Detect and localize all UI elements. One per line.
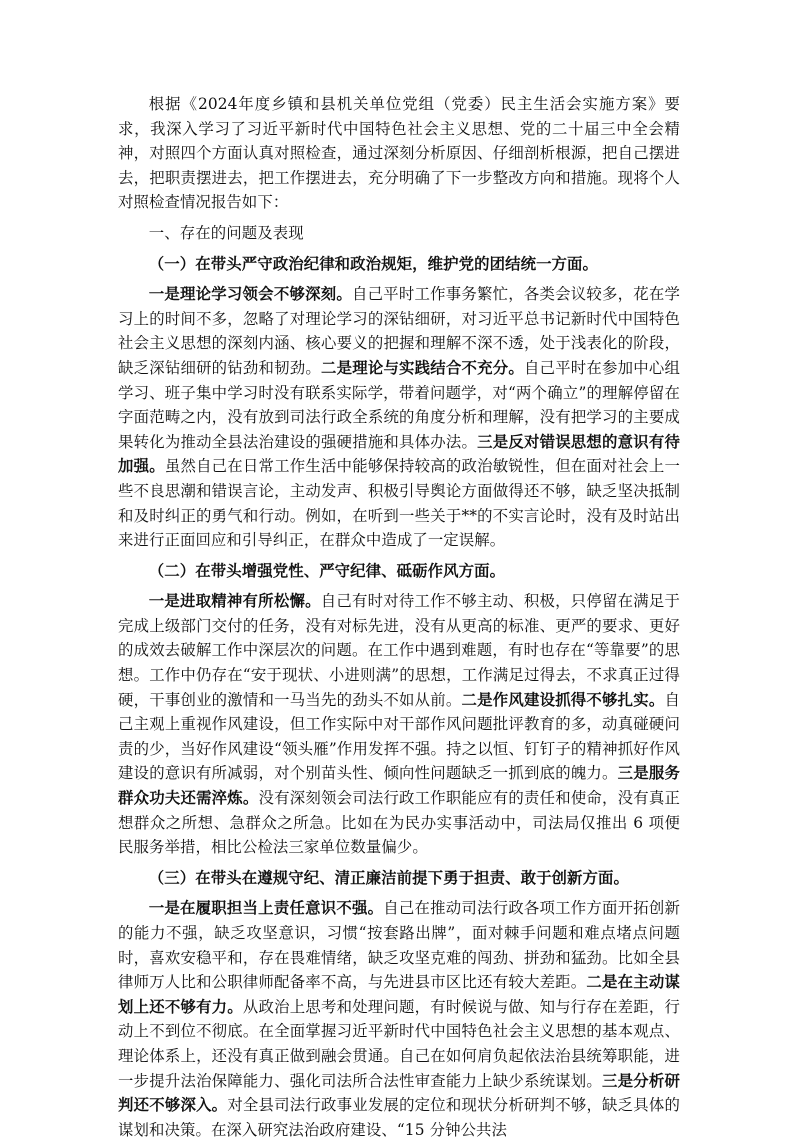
item-title: 二是作风建设抓得不够扎实。 [461, 690, 665, 709]
section-1-paragraph [118, 282, 680, 553]
item-title: 一是在履职担当上责任意识不强。 [148, 899, 384, 918]
item-body: 自己主观上重视作风建设，但工作实际中对干部作风问题批评教育的多，动真碰硬问责的少，当好作风建设“领头雁”作用发挥不强。持之以恒、钉钉子的精神抓好作风建设的意识有所减弱，对个别苗头性、倾向性问题缺乏一抓到底的魄力。 [118, 690, 680, 783]
item-body: 对全县司法行政事业发展的定位和现状分析研判不够，缺乏具体的谋划和决策。在深入研究法治政府建设、“15 分钟公共法 [118, 1096, 681, 1139]
item-body: 自己有时对待工作不够主动、积极，只停留在满足于完成上级部门交付的任务，没有对标先进，没有从更高的标准、更严的要求、更好的成效去破解工作中深层次的问题。在工作中遇到难题，有时也存在“等靠要”的思想。工作中仍存在“安于现状、小进则满”的思想，工作满足过得去，不求真正过得硬，干事创业的激情和一马当先的劲头不如从前。 [118, 592, 680, 709]
item-body: 从政治上思考和处理问题，有时候说与做、知与行存在差距，行动上不到位不彻底。在全面掌握习近平新时代中国特色社会主义思想的基本观点、理论体系上，还没有真正做到融会贯通。自己在如何肩负起依法治县统筹职能，进一步提升法治保障能力、强化司法所合法性审查能力上缺少系统谋划。 [118, 997, 680, 1090]
item-title: 二是在主动谋划上还不够有力。 [118, 973, 680, 1016]
item-title: 一是进取精神有所松懈。 [148, 592, 321, 611]
item-title: 二是理论与实践结合不充分。 [320, 358, 524, 377]
item-body: 虽然自己在日常工作生活中能够保持较高的政治敏锐性，但在面对社会上一些不良思潮和错误言论，主动发声、积极引导舆论方面做得还不够，缺乏坚决抵制和及时纠正的勇气和行动。例如，在听到一些关于**的不实言论时，没有及时站出来进行正面回应和引导纠正，在群众中造成了一定误解。 [118, 457, 680, 550]
item-title: 一是理论学习领会不够深刻。 [148, 285, 352, 304]
item-body: 自己在推动司法行政各项工作方面开拓创新的能力不强，缺乏攻坚意识，习惯“按套路出牌”，面对棘手问题和难点堵点问题时，喜欢安稳平和，存在畏难情绪，缺乏攻坚克难的闯劲、拼劲和猛劲。比如全县律师万人比和公职律师配备率不高，与先进县市区比还有较大差距。 [118, 899, 680, 992]
intro-paragraph: 根据《2024年度乡镇和县机关单位党组（党委）民主生活会实施方案》要求，我深入学习了习近平新时代中国特色社会主义思想、党的二十届三中全会精神，对照四个方面认真对照检查，通过深刻分析原因、仔细剖析根源，把自己摆进去，把职责摆进去，把工作摆进去，充分明确了下一步整改方向和措施。现将个人对照检查情况报告如下： [118, 95, 680, 212]
item-title: 三是反对错误思想的意识有待加强。 [118, 432, 680, 476]
section-heading-2: （二）在带头增强党性、严守纪律、砥砺作风方面。 [148, 561, 506, 580]
part-heading: 一、存在的问题及表现 [148, 223, 304, 242]
item-body: 自己平时工作事务繁忙，各类会议较多，花在学习上的时间不多，忽略了对理论学习的深钻细研，对习近平总书记新时代中国特色社会主义思想的深刻内涵、核心要义的把握和理解不深不透，处于浅表化的阶段，缺乏深钻细研的钻劲和韧劲。 [118, 285, 680, 377]
document-page [118, 92, 680, 1142]
item-title: 三是服务群众功夫还需淬炼。 [118, 764, 681, 808]
section-heading-3: （三）在带头在遵规守纪、清正廉洁前提下勇于担责、敢于创新方面。 [148, 868, 630, 887]
section-heading-1: （一）在带头严守政治纪律和政治规矩，维护党的团结统一方面。 [148, 254, 599, 273]
item-body: 自己平时在参加中心组学习、班子集中学习时没有联系实际学，带着问题学，对“两个确立”的理解停留在字面范畴之内，没有放到司法行政全系统的角度分析和理解，没有把学习的主要成果转化为推动全县法治建设的强硬措施和具体办法。 [118, 358, 680, 451]
section-2-paragraph [118, 589, 680, 860]
item-body: 没有深刻领会司法行政工作职能应有的责任和使命，没有真正想群众之所想、急群众之所急。比如在为民办实事活动中，司法局仅推出 6 项便民服务举措，相比公检法三家单位数量偏少。 [118, 789, 680, 857]
item-title: 三是分析研判还不够深入。 [118, 1071, 680, 1115]
section-3-paragraph [118, 896, 680, 1142]
